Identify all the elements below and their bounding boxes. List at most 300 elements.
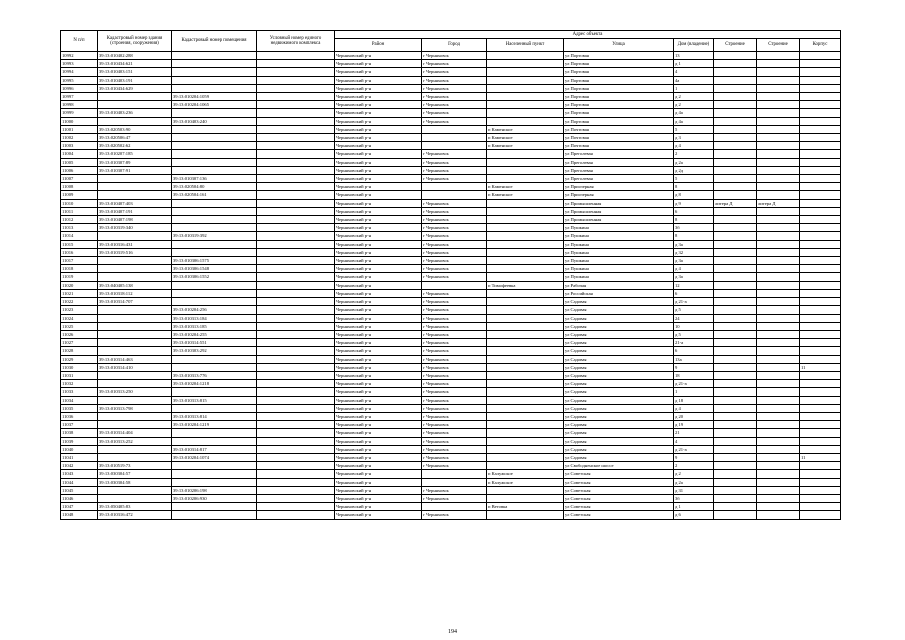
cell-structure (714, 470, 757, 478)
cell-korpus (800, 150, 841, 158)
cell-house: д 6 (674, 511, 714, 519)
cell-cadastral-building (98, 445, 172, 453)
cell-conditional-number (257, 134, 335, 142)
cell-settlement (487, 224, 564, 232)
cell-structure-2 (757, 125, 800, 133)
cell-rayon: Черняховский р-н (335, 134, 422, 142)
cell-gorod: г Черняховск (422, 453, 487, 461)
cell-number: 11025 (61, 322, 98, 330)
cell-gorod: г Черняховск (422, 486, 487, 494)
cell-cadastral-building (98, 494, 172, 502)
cell-gorod: г Черняховск (422, 306, 487, 314)
cell-rayon: Черняховский р-н (335, 437, 422, 445)
cell-conditional-number (257, 503, 335, 511)
cell-structure-2 (757, 76, 800, 84)
cell-rayon: Черняховский р-н (335, 330, 422, 338)
cell-korpus (800, 429, 841, 437)
table-row (61, 257, 841, 265)
cell-structure-2 (757, 216, 800, 224)
cell-settlement (487, 462, 564, 470)
cell-cadastral-room (172, 76, 257, 84)
cell-settlement (487, 371, 564, 379)
table-row (61, 429, 841, 437)
cell-cadastral-building: 39:13:010307:89 (98, 158, 172, 166)
cell-rayon: Черняховский р-н (335, 347, 422, 355)
cell-settlement (487, 101, 564, 109)
cell-cadastral-building: 39:13:030304:58 (98, 478, 172, 486)
cell-house: д 19 (674, 421, 714, 429)
cell-cadastral-room: 39:13:010306:1548 (172, 265, 257, 273)
table-row (61, 191, 841, 199)
cell-cadastral-room: 39:13:010303:292 (172, 347, 257, 355)
cell-rayon: Черняховский р-н (335, 322, 422, 330)
cell-cadastral-building: 39:13:040405:138 (98, 281, 172, 289)
cell-street: ул Пушкина (564, 257, 674, 265)
cell-structure-2 (757, 371, 800, 379)
cell-street: ул Советская (564, 470, 674, 478)
cell-number: 11035 (61, 404, 98, 412)
cell-house: д 32 (674, 248, 714, 256)
cell-number: 11038 (61, 429, 98, 437)
table-row (61, 503, 841, 511)
cell-settlement (487, 322, 564, 330)
cell-rayon: Черняховский р-н (335, 470, 422, 478)
cell-gorod (422, 281, 487, 289)
cell-korpus (800, 101, 841, 109)
cell-conditional-number (257, 429, 335, 437)
cell-cadastral-room (172, 207, 257, 215)
cell-structure-2 (757, 158, 800, 166)
cell-conditional-number (257, 412, 335, 420)
cell-gorod: г Черняховск (422, 158, 487, 166)
cell-structure (714, 93, 757, 101)
cell-street: ул Садовая (564, 355, 674, 363)
cell-structure-2 (757, 363, 800, 371)
cell-cadastral-room (172, 150, 257, 158)
cell-cadastral-building: 39:13:010314:404 (98, 429, 172, 437)
cell-structure-2 (757, 437, 800, 445)
cell-house: 13 (674, 52, 714, 60)
cell-street: ул Портовая (564, 60, 674, 68)
cell-cadastral-building: 39:13:010313:798 (98, 404, 172, 412)
cell-conditional-number (257, 339, 335, 347)
cell-rayon: Черняховский р-н (335, 462, 422, 470)
cell-cadastral-building: 39:13:010434:629 (98, 84, 172, 92)
cell-korpus (800, 462, 841, 470)
cell-cadastral-room: 39:13:010204:1074 (172, 453, 257, 461)
cell-cadastral-room: 39:13:010313:814 (172, 412, 257, 420)
cell-house: 12 (674, 281, 714, 289)
cell-number: 11032 (61, 380, 98, 388)
cell-conditional-number (257, 248, 335, 256)
cell-rayon: Черняховский р-н (335, 175, 422, 183)
cell-gorod: г Черняховск (422, 68, 487, 76)
cell-cadastral-room (172, 158, 257, 166)
cell-street: ул Пушкина (564, 273, 674, 281)
cell-street: ул Пушкина (564, 232, 674, 240)
cell-structure-2 (757, 52, 800, 60)
cell-gorod: г Черняховск (422, 437, 487, 445)
cell-settlement (487, 109, 564, 117)
cell-settlement (487, 494, 564, 502)
cell-cadastral-building: 39:13:010319:516 (98, 248, 172, 256)
cell-settlement (487, 388, 564, 396)
cell-structure-2 (757, 314, 800, 322)
cell-cadastral-building: 39:13:010434:621 (98, 60, 172, 68)
cell-gorod: г Черняховск (422, 117, 487, 125)
table-row (61, 60, 841, 68)
cell-structure (714, 273, 757, 281)
cell-gorod: г Черняховск (422, 166, 487, 174)
cell-settlement (487, 298, 564, 306)
cell-cadastral-building: 39:13:010319:340 (98, 224, 172, 232)
cell-structure-2 (757, 134, 800, 142)
cell-gorod: г Черняховск (422, 388, 487, 396)
cell-settlement (487, 421, 564, 429)
cell-korpus (800, 93, 841, 101)
register-sheet (60, 30, 840, 520)
cell-cadastral-building: 39:13:010519:73 (98, 462, 172, 470)
cell-structure-2 (757, 306, 800, 314)
cell-cadastral-room: 39:13:010314:817 (172, 445, 257, 453)
cell-korpus (800, 248, 841, 256)
cell-settlement (487, 330, 564, 338)
cell-rayon: Черняховский р-н (335, 101, 422, 109)
cell-gorod: г Черняховск (422, 175, 487, 183)
cell-structure (714, 355, 757, 363)
cell-cadastral-room (172, 240, 257, 248)
cell-house: 21 (674, 429, 714, 437)
cell-cadastral-building: 39:13:020502:62 (98, 142, 172, 150)
cell-conditional-number (257, 347, 335, 355)
cell-cadastral-building: 39:13:010407:191 (98, 207, 172, 215)
cell-house: д 21-а (674, 380, 714, 388)
cell-conditional-number (257, 216, 335, 224)
cell-structure (714, 257, 757, 265)
cell-street: ул Почтовая (564, 134, 674, 142)
cell-number: 11046 (61, 494, 98, 502)
cell-cadastral-building: 39:13:010407:198 (98, 216, 172, 224)
cell-korpus (800, 511, 841, 519)
cell-cadastral-room (172, 166, 257, 174)
cell-number: 11011 (61, 207, 98, 215)
cell-cadastral-building: 39:13:010313:250 (98, 388, 172, 396)
cell-house: 24 (674, 314, 714, 322)
cell-cadastral-room (172, 84, 257, 92)
cell-rayon: Черняховский р-н (335, 289, 422, 297)
cell-rayon: Черняховский р-н (335, 396, 422, 404)
cell-number: 11007 (61, 175, 98, 183)
cell-settlement (487, 76, 564, 84)
cell-conditional-number (257, 68, 335, 76)
cell-structure-2 (757, 347, 800, 355)
cell-cadastral-building (98, 314, 172, 322)
cell-cadastral-building (98, 371, 172, 379)
cell-cadastral-building (98, 347, 172, 355)
table-row (61, 232, 841, 240)
cell-gorod (422, 470, 487, 478)
cell-korpus (800, 265, 841, 273)
cell-structure (714, 134, 757, 142)
cell-cadastral-room (172, 429, 257, 437)
cell-rayon: Черняховский р-н (335, 216, 422, 224)
cell-structure (714, 166, 757, 174)
cell-structure (714, 388, 757, 396)
table-row (61, 175, 841, 183)
header-rayon: Район (335, 39, 422, 52)
cell-gorod: г Черняховск (422, 150, 487, 158)
cell-structure-2 (757, 494, 800, 502)
cell-house: д 5 (674, 330, 714, 338)
cell-street: ул Садовая (564, 314, 674, 322)
cell-cadastral-building: 39:13:010407:403 (98, 199, 172, 207)
table-row (61, 101, 841, 109)
cell-conditional-number (257, 470, 335, 478)
cell-street: ул Садовая (564, 347, 674, 355)
cell-rayon: Черняховский р-н (335, 257, 422, 265)
cell-settlement (487, 52, 564, 60)
table-row (61, 339, 841, 347)
table-row (61, 117, 841, 125)
cell-settlement: п Каменское (487, 142, 564, 150)
cell-cadastral-room: 39:13:010313:185 (172, 322, 257, 330)
table-row (61, 150, 841, 158)
cell-cadastral-building (98, 265, 172, 273)
cell-rayon: Черняховский р-н (335, 486, 422, 494)
cell-number: 11020 (61, 281, 98, 289)
cell-number: 11003 (61, 142, 98, 150)
table-row (61, 207, 841, 215)
cell-conditional-number (257, 478, 335, 486)
cell-korpus (800, 437, 841, 445)
cell-house: д 2 (674, 101, 714, 109)
table-row (61, 240, 841, 248)
cell-korpus (800, 109, 841, 117)
cell-street: ул Портовая (564, 93, 674, 101)
cell-street: ул Садовая (564, 404, 674, 412)
cell-cadastral-room (172, 109, 257, 117)
cell-settlement (487, 445, 564, 453)
cell-number: 11042 (61, 462, 98, 470)
cell-settlement (487, 265, 564, 273)
cell-gorod: г Черняховск (422, 240, 487, 248)
cell-street: ул Приозерная (564, 183, 674, 191)
cell-settlement (487, 453, 564, 461)
cell-cadastral-building: 39:13:010403:151 (98, 68, 172, 76)
cell-rayon: Черняховский р-н (335, 380, 422, 388)
cell-house: д 1 (674, 60, 714, 68)
cell-korpus (800, 240, 841, 248)
cell-number: 11002 (61, 134, 98, 142)
cell-settlement (487, 216, 564, 224)
cell-cadastral-room (172, 404, 257, 412)
cell-house: 4 (674, 68, 714, 76)
cell-korpus (800, 158, 841, 166)
cell-house: 4 (674, 437, 714, 445)
cell-number: 11047 (61, 503, 98, 511)
cell-cadastral-building (98, 396, 172, 404)
table-row (61, 125, 841, 133)
cell-structure-2 (757, 355, 800, 363)
cell-conditional-number (257, 322, 335, 330)
cell-conditional-number (257, 199, 335, 207)
header-street: Улица (564, 39, 674, 52)
cell-structure (714, 117, 757, 125)
cell-structure-2 (757, 175, 800, 183)
cell-settlement (487, 117, 564, 125)
cell-rayon: Черняховский р-н (335, 84, 422, 92)
cell-settlement: п Каменское (487, 134, 564, 142)
cell-street: ул Садовая (564, 306, 674, 314)
cell-structure-2 (757, 486, 800, 494)
cell-korpus (800, 388, 841, 396)
cell-korpus (800, 84, 841, 92)
cell-korpus (800, 486, 841, 494)
cell-gorod (422, 478, 487, 486)
cell-number: 10994 (61, 68, 98, 76)
cell-cadastral-building: 39:13:020506:47 (98, 134, 172, 142)
cell-korpus (800, 380, 841, 388)
cell-cadastral-building (98, 117, 172, 125)
cell-rayon: Черняховский р-н (335, 93, 422, 101)
cell-conditional-number (257, 306, 335, 314)
table-row (61, 289, 841, 297)
cell-street: ул Преголевая (564, 158, 674, 166)
cell-conditional-number (257, 158, 335, 166)
cell-street: ул Садовая (564, 453, 674, 461)
cell-structure-2 (757, 330, 800, 338)
cell-conditional-number (257, 150, 335, 158)
cell-house: д 2 (674, 470, 714, 478)
cell-rayon: Черняховский р-н (335, 224, 422, 232)
cell-number: 11004 (61, 150, 98, 158)
cell-settlement (487, 429, 564, 437)
cell-korpus (800, 404, 841, 412)
cell-structure (714, 486, 757, 494)
cell-settlement (487, 511, 564, 519)
cell-cadastral-room: 39:13:010306:1575 (172, 257, 257, 265)
cell-cadastral-room: 39:13:020504:161 (172, 191, 257, 199)
cell-house: 3б (674, 494, 714, 502)
cell-settlement (487, 150, 564, 158)
cell-gorod: г Черняховск (422, 52, 487, 60)
cell-cadastral-building (98, 257, 172, 265)
cell-conditional-number (257, 388, 335, 396)
cell-house: д 2а (674, 158, 714, 166)
cell-conditional-number (257, 453, 335, 461)
cell-structure (714, 125, 757, 133)
cell-korpus (800, 52, 841, 60)
cell-structure (714, 158, 757, 166)
cell-house: 1 (674, 388, 714, 396)
cell-settlement (487, 248, 564, 256)
cell-conditional-number (257, 371, 335, 379)
cell-cadastral-room: 39:13:010306:1552 (172, 273, 257, 281)
header-structure-2: Строение (757, 39, 800, 52)
cell-street: ул Советская (564, 478, 674, 486)
cell-house: д 3а (674, 257, 714, 265)
cell-rayon: Черняховский р-н (335, 60, 422, 68)
cell-korpus (800, 117, 841, 125)
cell-number: 10996 (61, 84, 98, 92)
cell-street: ул Свободненское шоссе (564, 462, 674, 470)
cell-gorod: г Черняховск (422, 257, 487, 265)
cell-conditional-number (257, 330, 335, 338)
cell-street: ул Садовая (564, 437, 674, 445)
cell-rayon: Черняховский р-н (335, 150, 422, 158)
table-row (61, 494, 841, 502)
cell-number: 11023 (61, 306, 98, 314)
cell-rayon: Черняховский р-н (335, 371, 422, 379)
cell-korpus (800, 175, 841, 183)
cell-cadastral-room: 39:13:010206:930 (172, 494, 257, 502)
table-row (61, 380, 841, 388)
cell-structure-2 (757, 183, 800, 191)
cell-cadastral-building (98, 330, 172, 338)
cell-gorod: г Черняховск (422, 421, 487, 429)
cell-structure (714, 339, 757, 347)
cell-cadastral-room: 39:13:010319:392 (172, 232, 257, 240)
cell-structure (714, 421, 757, 429)
cell-cadastral-room (172, 503, 257, 511)
cell-gorod: г Черняховск (422, 330, 487, 338)
cell-structure-2 (757, 339, 800, 347)
cell-gorod: г Черняховск (422, 298, 487, 306)
cell-rayon: Черняховский р-н (335, 191, 422, 199)
cell-settlement (487, 486, 564, 494)
cell-gorod: г Черняховск (422, 93, 487, 101)
cell-house: 3б (674, 224, 714, 232)
cell-conditional-number (257, 76, 335, 84)
cell-korpus (800, 421, 841, 429)
cell-gorod: г Черняховск (422, 84, 487, 92)
cell-number: 11031 (61, 371, 98, 379)
cell-korpus (800, 503, 841, 511)
cell-korpus (800, 478, 841, 486)
cell-house: д 21-а (674, 298, 714, 306)
cell-structure-2 (757, 396, 800, 404)
cell-house: 2 (674, 462, 714, 470)
cell-conditional-number (257, 404, 335, 412)
table-header (61, 31, 841, 52)
cell-rayon: Черняховский р-н (335, 453, 422, 461)
cell-gorod: г Черняховск (422, 60, 487, 68)
cell-structure-2 (757, 224, 800, 232)
cell-cadastral-room: 39:13:010204:1065 (172, 101, 257, 109)
cell-conditional-number (257, 232, 335, 240)
cell-cadastral-building: 39:13:010207:185 (98, 150, 172, 158)
cell-house: 6 (674, 207, 714, 215)
cell-korpus (800, 207, 841, 215)
table-row (61, 84, 841, 92)
cell-cadastral-room: 39:13:010204:1219 (172, 421, 257, 429)
cell-settlement (487, 84, 564, 92)
cell-korpus (800, 339, 841, 347)
cell-structure (714, 150, 757, 158)
cell-house: 13а (674, 355, 714, 363)
cell-conditional-number (257, 363, 335, 371)
cell-conditional-number (257, 257, 335, 265)
cell-gorod: г Черняховск (422, 396, 487, 404)
cell-structure (714, 314, 757, 322)
cell-structure-2 (757, 117, 800, 125)
cell-number: 10993 (61, 60, 98, 68)
cell-structure-2 (757, 240, 800, 248)
cell-cadastral-building (98, 339, 172, 347)
cell-number: 11005 (61, 158, 98, 166)
cell-rayon: Черняховский р-н (335, 306, 422, 314)
header-conditional-number: Условный номер единого недвижимого комплекса (257, 31, 335, 52)
